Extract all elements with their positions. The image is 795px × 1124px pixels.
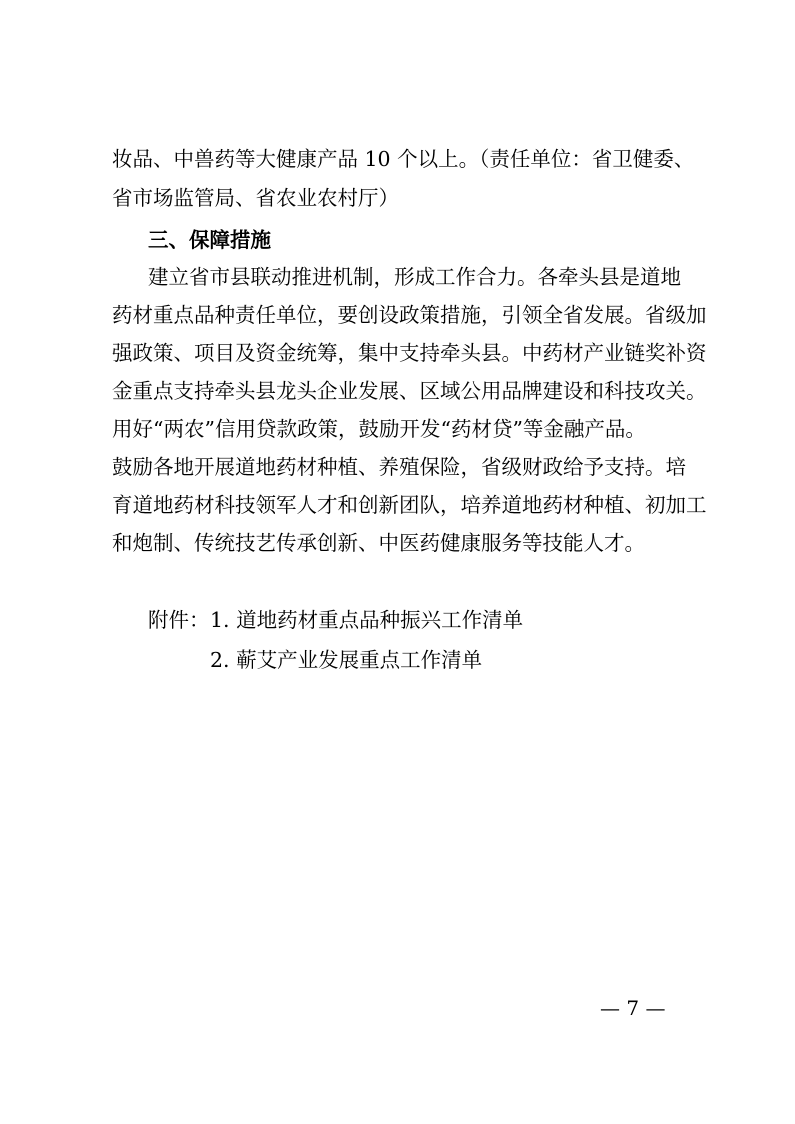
paragraph-line-5: 用好“两农”信用贷款政策，鼓励开发“药材贷”等金融产品。	[112, 417, 646, 441]
paragraph-line-4: 金重点支持牵头县龙头企业发展、区域公用品牌建设和科技攻关。	[112, 379, 707, 403]
continuation-line-1: 妆品、中兽药等大健康产品 10 个以上。（责任单位：省卫健委、	[112, 147, 695, 171]
attachment-item-1: 1. 道地药材重点品种振兴工作清单	[210, 608, 524, 632]
paragraph-line-1: 建立省市县联动推进机制，形成工作合力。各牵头县是道地	[148, 265, 681, 289]
continuation-line-2: 省市场监管局、省农业农村厅）	[112, 186, 399, 210]
paragraph-line-6: 鼓励各地开展道地药材种植、养殖保险，省级财政给予支持。培	[112, 455, 686, 479]
attachment-item-2: 2. 蕲艾产业发展重点工作清单	[210, 648, 483, 672]
paragraph-line-7: 育道地药材科技领军人才和创新团队，培养道地药材种植、初加工	[112, 493, 707, 517]
paragraph-line-8: 和炮制、传统技艺传承创新、中医药健康服务等技能人才。	[112, 531, 645, 555]
page-number: — 7 —	[600, 996, 666, 1020]
paragraph-line-2: 药材重点品种责任单位，要创设政策措施，引领全省发展。省级加	[112, 303, 707, 327]
section-heading: 三、保障措施	[148, 228, 271, 252]
paragraph-line-3: 强政策、项目及资金统筹，集中支持牵头县。中药材产业链奖补资	[112, 341, 707, 365]
attachments-label: 附件：	[148, 608, 210, 632]
